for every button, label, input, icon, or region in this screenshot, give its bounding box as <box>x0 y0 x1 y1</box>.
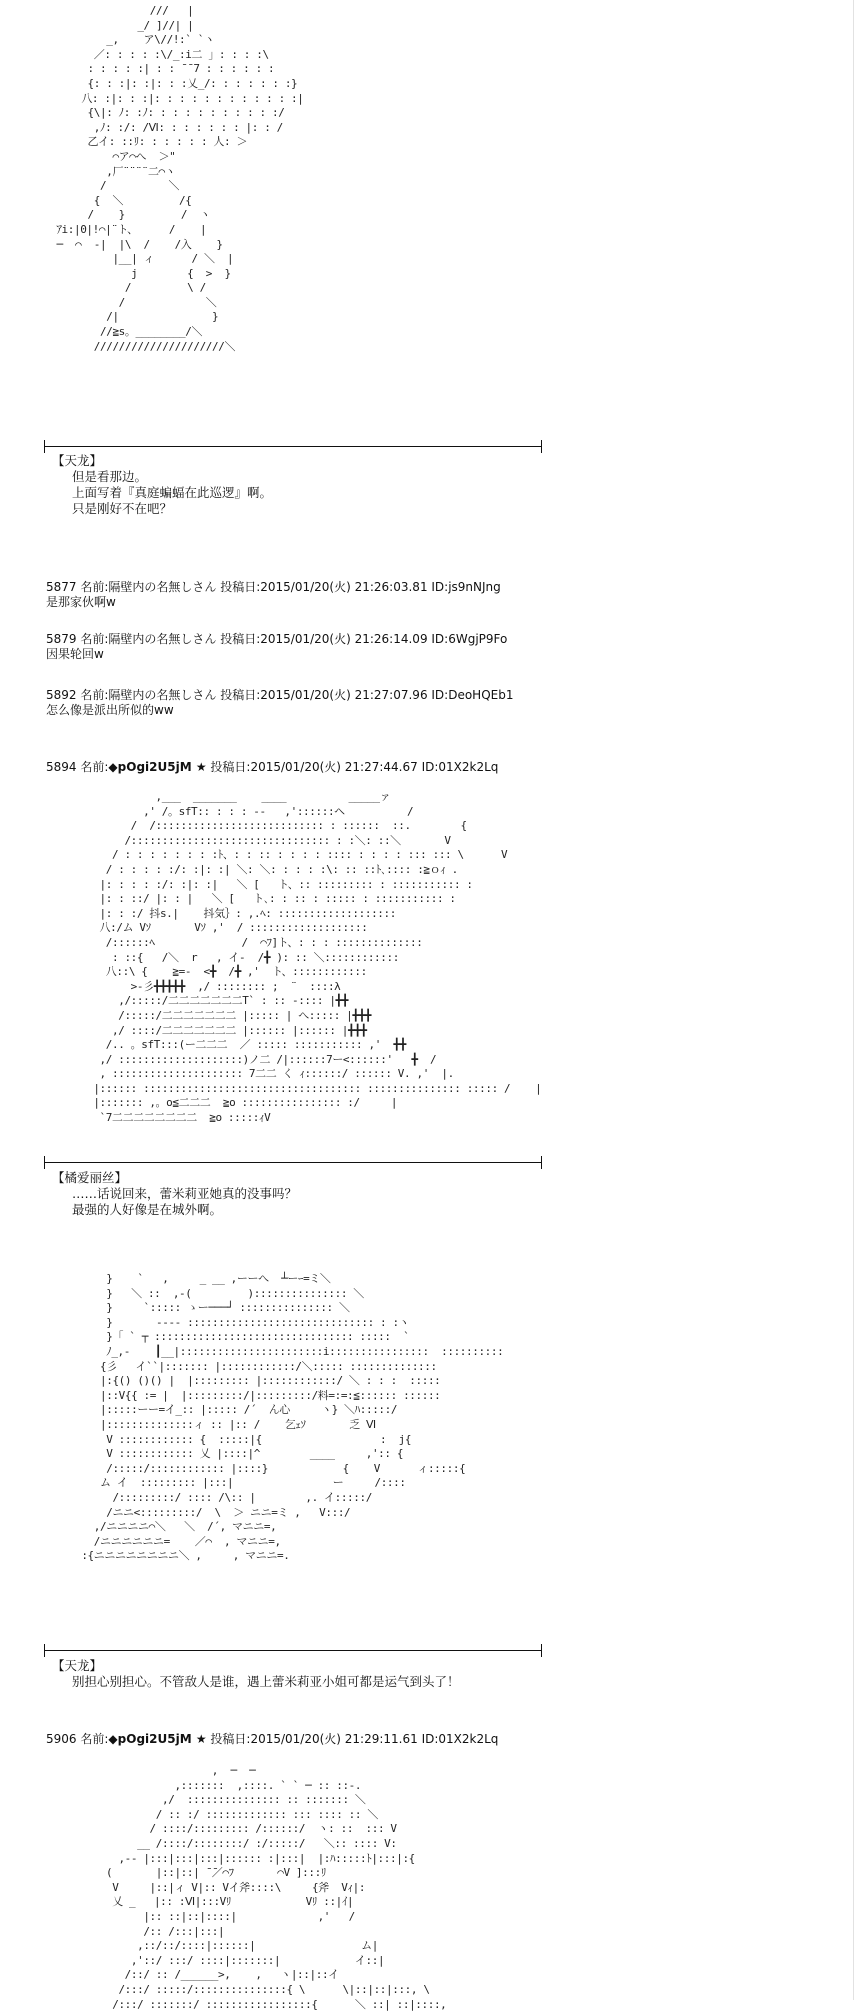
dialogue-line: 最强的人好像是在城外啊。 <box>72 1202 223 1217</box>
dialogue-line: 只是刚好不在吧？ <box>72 501 173 516</box>
reply-post <box>46 580 501 610</box>
separator-line <box>44 1162 542 1163</box>
dialogue-line: 上面写着『真庭蝙蝠在此巡逻』啊。 <box>72 485 273 500</box>
dialogue-block <box>52 453 272 517</box>
dialogue-block <box>52 1658 460 1690</box>
ascii-art-character-4: , ─ ─ ,::::::: ,::::. ` ` ─ :: ::-. ,/ ::::::::::::::: :: ::::::: ＼ / :: :/ ::::::::::::: ::: :::: :: ＼ / ::::/::::::::: /::::::/ ヽ: :: ::: V __ /::::/::::::::/ :/:::::/ ＼:: :::: V: ,-- |:::|:::|:::|:::::: :|:::| |:ﾊ:::::ﾄ|:::|:{ ( |::|::| ̄ ̄／⌒ﾌ ⌒V ]:::ﾘ V |::|ィ V|:: Vイ斧::::\ {斧 Vｨ|: 乂 _ |:: :Ⅵ|:::Vﾘ Vﾘ ::|ｲ| |:: ::|::|::::| ,' / /:: /:::|:::| ,::/::/::::|::::::| ム| ,'::/ :::/ ::::|:::::::| イ::| /::/ :: /______>, , ヽ|::|::イ /:::/ :::::/:::::::::::::::{ \ \|::|::|:::, \ /:::/ :::::::/ :::::::::::::::::{ ＼ ::| ::|::::, <box>106 1764 447 2011</box>
post-header: 5892 名前:隔壁内の名無しさん 投稿日:2015/01/20(火) 21:27:07.96 ID:DeoHQEb1 <box>46 688 514 702</box>
separator-line <box>44 1650 542 1651</box>
reply-post <box>46 688 513 718</box>
ascii-art-tianlong-2: } ` , _ __ ,ーーへ ┴ーｰ=ミ＼ } ＼ :: ,-( )::::::::::::::: ＼ } `::::: ゝー───┘ ::::::::::::::: ＼ } ---- :::::::::::::::::::::::::::::: : :ヽ }「 ` ┬ :::::::::::::::::::::::::::::::: ::::: ` ﾉ_,- ┃__|:::::::::::::::::::::::i:::::::::::::::: :::::::::: {彡 イ``|::::::: |::::::::::::/＼::::: :::::::::::::: |:{() ()() | |::::::::: |::::::::::::/ ＼ : : : ::::: |::V{{ := | |:::::::::/|:::::::::/料=:=:≦:::::: :::::: |:::::ーー=イ_:: |::::: /´ ん心 ヽ} ＼ﾊ:::::/ |::::::::::::::ィ :: |:: / 乞ｪｿ 乏 Ⅵ V :::::::::::: { :::::|{ : j{ V :::::::::::: 乂 |::::|^ ____ ,':: { /:::::/:::::::::::: |::::} { V ィ:::::{ ム イ ::::::::: |:::| ー /:::: /:::::::::/ :::: /\:: | ,. イ:::::/ /ニニ<:::::::::/ \ ＞ ニニ=ミ , V:::/ ,/ニニニニ⌒＼ ＼ /´, マニニ=, /ニニニニニニ= ／⌒ , マニニ=, :{ニニニニニニニニ＼ , , マニニ=. <box>81 1272 504 1563</box>
speaker-name: 【天龙】 <box>52 1658 103 1673</box>
dialogue-line: 但是看那边。 <box>72 469 148 484</box>
author-trip: ◆pOgi2U5jM ★ <box>108 1732 207 1746</box>
page-border <box>853 0 854 2000</box>
speaker-name: 【橘爱丽丝】 <box>52 1170 128 1185</box>
post-body: 是那家伙啊w <box>46 595 116 609</box>
post-meta: 投稿日:2015/01/20(火) 21:27:44.67 ID:01X2k2Lq <box>210 760 499 774</box>
ascii-art-tianlong: /// | _/ ]//| | _, ア\//!:` `ヽ ／: : : : :\/_:i二 」: : : :\ : : : : :| : : ̄ ̄ 7 : : : : : : {: : :|: :|: : :乂_/: : : : : : :} 八: :|: : :|: : : : : : : : : : : :| {\|: ﾉ: :ﾉ: : : : : : : : : : :/ ,ﾉ: :/: /Ⅵ: : : : : : : |: : / 乙イ: ::ﾘ: : : : : : 人: ＞ ⌒ア⌒へ ＞" ,厂¨¨¨¨二⌒ヽ / ＼ { ＼ /{ / } / ヽ ｱi:|0|!⌒|¨ト、 / | ─ ⌒ -| |\ / /入 } |__| ィ / ＼ | j { > } / \ / / ＼ /| } //≧s。________/＼ /////////////////////＼ <box>56 4 304 353</box>
post-name-label: 名前: <box>80 760 109 774</box>
post-name-label: 名前: <box>80 1732 109 1746</box>
post-number: 5894 <box>46 760 77 774</box>
dialogue-line: ……话说回来，蕾米莉亚她真的没事吗？ <box>72 1186 298 1201</box>
ascii-art-arisu: ,___ _______ ____ _____ァ ,' /。sfT:: : : : -- ,'::::::ヘ / / /::::::::::::::::::::::::::: : :::::: ::. { /:::::::::::::::::::::::::::::::: : :＼: ::＼ V / : : : : : : : :ﾄ、: : :: : : : : :::: : : : : ::: ::: \ V / : : : : :/: :|: :| ＼: ＼: : : : :\: :: ::ﾄ､:::: :≧ｏｨ . |: : : : :/: :|: :| ＼ [ ト、:: ::::::::: : ::::::::::: : |: : ::/ |: : | ＼ [ ト､: : :: : ::::: : ::::::::::: : |: : :/ 抖s.| 抖気｝: ,.ﾍ: ::::::::::::::::::: 八:/ム Vｿ Vｿ ,' / ::::::::::::::::::: /::::::ﾍ / ⌒ﾌ]ト、: : : :::::::::::::: : ::{ /＼ r , イ- /╋ ): :: ＼:::::::::::: 八::\ { ≧=- <╋ /╋ ,' ト、:::::::::::: >-彡╋╋╋╋╋ ,/ :::::::: ; ¨ ::::λ ,/:::::/二二二二二二二T` : :: -:::: |╋╋ /:::::/二二二二二二二 |::::: | へ::::: |╋╋╋ ,/ ::::/二二二二二二二 |:::::: |:::::: |╋╋╋ /.. 。sfT:::(ー二二二 ／ ::::: ::::::::::: ,' ╋╋ ,/ ::::::::::::::::::::)ノ二 /|::::::7ー<::::::' ╋ / , ::::::::::::::::::::: 7二二 く ｨ::::::/ :::::: V. ,' |. |:::::: ::::::::::::::::::::::::::::::::::: ::::::::::::::: ::::: / | |::::::: ,。o≦二二二 ≧o :::::::::::::::: :/ | `7二二二二二二二二 ≧o :::::ｨV <box>93 790 542 1125</box>
dialogue-block <box>52 1170 297 1218</box>
dialogue-line: 别担心别担心。不管敌人是谁，遇上蕾米莉亚小姐可都是运气到头了！ <box>72 1674 460 1689</box>
author-post-header <box>46 1732 498 1747</box>
post-body: 因果轮回w <box>46 647 104 661</box>
reply-post <box>46 632 507 662</box>
post-header: 5879 名前:隔壁内の名無しさん 投稿日:2015/01/20(火) 21:26:14.09 ID:6WgjP9Fo <box>46 632 508 646</box>
post-body: 怎么像是派出所似的ww <box>46 703 174 717</box>
post-meta: 投稿日:2015/01/20(火) 21:29:11.61 ID:01X2k2Lq <box>210 1732 499 1746</box>
speaker-name: 【天龙】 <box>52 453 103 468</box>
separator-line <box>44 446 542 447</box>
author-trip: ◆pOgi2U5jM ★ <box>108 760 207 774</box>
post-header: 5877 名前:隔壁内の名無しさん 投稿日:2015/01/20(火) 21:26:03.81 ID:js9nNJng <box>46 580 501 594</box>
author-post-header <box>46 760 498 775</box>
post-number: 5906 <box>46 1732 77 1746</box>
